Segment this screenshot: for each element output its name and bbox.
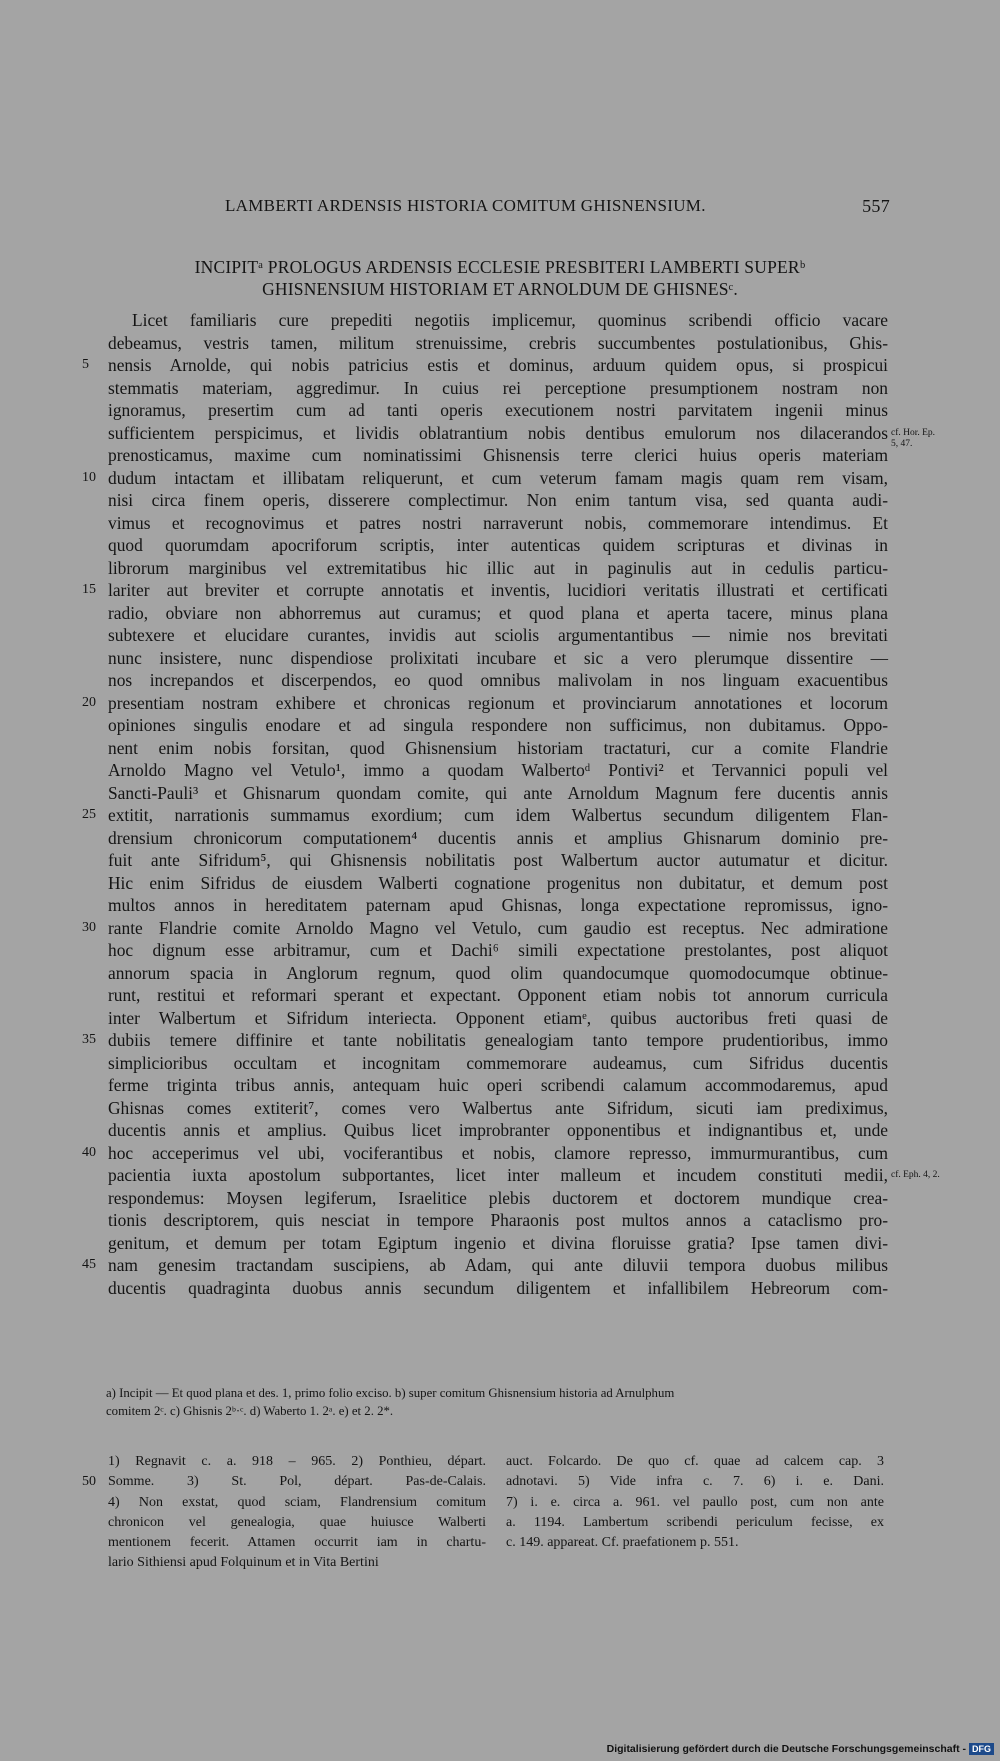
footnotes-right-column: [506, 1452, 884, 1553]
main-text: [108, 309, 888, 1299]
footnote-line: Somme. 3) St. Pol, départ. Pas-de-Calais.: [108, 1474, 486, 1490]
footnote-line: chronicon vel genealogia, quae huiusce Walberti: [108, 1514, 486, 1530]
line-number: 15: [82, 582, 96, 597]
text-line: radio, obviare non abhorremus aut curamus; et quod plana et aperta tacere, minus plana: [108, 602, 888, 623]
text-line: inter Walbertum et Sifridum interiecta. Opponent etiamᵉ, quibus auctoribus freti quasi de: [108, 1007, 888, 1028]
footnotes-left-column: [108, 1452, 486, 1574]
text-line: pacientia iuxta apostolum subportantes, licet inter malleum et incudem constituti medii,: [108, 1165, 888, 1185]
text-line: presentiam nostram exhibere et chronicas regionum et provinciarum annotationes et locorum: [108, 692, 888, 713]
prologue-heading: [110, 256, 890, 300]
page-number: 557: [862, 196, 890, 216]
text-line: sufficientem perspicimus, et lividis oblatrantium nobis dentibus emulorum nos dilacerandos: [108, 422, 888, 443]
text-line: runt, restitui et reformari sperant et expectant. Opponent etiam nobis tot annorum curricula: [108, 985, 888, 1005]
text-line: drensium chronicorum computationem⁴ ducentis annis et amplius Ghisnarum dominio pre-: [108, 827, 888, 848]
footnote-line: c. 149. appareat. Cf. praefationem p. 551.: [506, 1535, 739, 1551]
text-line: librorum marginibus vel extremitatibus hic illic aut in paginulis aut in cedulis particu-: [108, 557, 888, 578]
line-number: 40: [82, 1144, 96, 1160]
text-line: respondemus: Moysen legiferum, Israelitice plebis ductorem et doctorem mundique crea-: [108, 1187, 888, 1208]
text-line: nent enim nobis forsitan, quod Ghisnensium historiam tractaturi, cur a comite Flandrie: [108, 737, 888, 758]
text-line: quod quorumdam apocriforum scriptis, inter autenticas quidem scripturas et divinas in: [108, 535, 888, 555]
text-line: annorum spacia in Anglorum regnum, quod olim quandocumque quomodocumque obtinue-: [108, 962, 888, 983]
text-line: genitum, et demum per totam Egiptum ingenio et divina floruisse gratia? Ipse tamen divi-: [108, 1232, 888, 1253]
margin-reference: cf. Eph. 4, 2.: [891, 1170, 940, 1180]
text-line: ignoramus, presertim cum ad tanti operis executionem nostri parvitatem ingenii minus: [108, 400, 888, 420]
text-line: Sancti-Pauli³ et Ghisnarum quondam comite, qui ante Arnoldum Magnum fere ducentis annis: [108, 782, 888, 803]
text-line: rante Flandrie comite Arnoldo Magno vel Vetulo, cum gaudio est receptus. Nec admiratione: [108, 917, 888, 938]
apparatus-line: a) Incipit — Et quod plana et des. 1, primo folio exciso. b) super comitum Ghisnensium historia ad Arnulphum: [106, 1386, 675, 1400]
text-line: multos annos in hereditatem paternam apud Ghisnas, longa expectatione repromissus, igno-: [108, 895, 888, 915]
text-line: Hic enim Sifridus de eiusdem Walberti cognatione progenitus non dubitatur, et demum post: [108, 872, 888, 893]
text-line: nam genesim tractandam suscipiens, ab Adam, qui ante diluvii tempora duobus milibus: [108, 1255, 888, 1275]
digitization-footer: [607, 1743, 994, 1755]
footnote-line: 4) Non exstat, quod sciam, Flandrensium comitum: [108, 1494, 486, 1510]
text-line: opiniones singulis enodare et ad singula respondere non sufficimus, non dubitamus. Oppo-: [108, 715, 888, 735]
text-line: hoc dignum esse arbitramur, cum et Dachi⁶ simili expectatione prestolantes, post aliquot: [108, 940, 888, 960]
critical-apparatus: [106, 1384, 886, 1420]
text-line: stemmatis materiam, aggredimur. In cuius rei perceptione presumptionem nostram non: [108, 377, 888, 398]
running-head-title: LAMBERTI ARDENSIS HISTORIA COMITUM GHISNENSIUM.: [225, 196, 706, 215]
footnote-line: mentionem fecerit. Attamen occurrit iam in chartu-: [108, 1535, 486, 1551]
text-line: hoc acceperimus vel ubi, vociferantibus et nobis, clamore represso, immurmurantibus, cum: [108, 1142, 888, 1163]
text-line: Licet familiaris cure prepediti negotiis implicemur, quominus scribendi officio vacare: [132, 310, 888, 330]
text-line: extitit, narrationis summamus exordium; cum idem Walbertus secundum diligentem Flan-: [108, 805, 888, 825]
dfg-logo: DFG: [969, 1743, 994, 1755]
line-number: 45: [82, 1257, 96, 1272]
text-line: ducentis annis et amplius. Quibus licet improbranter opponentibus et indignantibus et, unde: [108, 1120, 888, 1140]
text-line: prenosticamus, maxime cum nominatissimi Ghisnensis terre clerici huius operis materiam: [108, 445, 888, 465]
footnote-line: 1) Regnavit c. a. 918 – 965. 2) Ponthieu, départ.: [108, 1454, 486, 1469]
text-line: tionis descriptorem, quis nesciat in tempore Pharaonis post multos annos a cataclismo pro-: [108, 1210, 888, 1230]
text-line: vimus et recognovimus et patres nostri narraverunt nobis, commemorare intendimus. Et: [108, 512, 888, 533]
footnote-line: adnotavi. 5) Vide infra c. 7. 6) i. e. Dani.: [506, 1474, 884, 1490]
text-line: debeamus, vestris tamen, militum strenuissime, crebris succumbentes postulationibus, Ghis-: [108, 332, 888, 353]
text-line: nisi circa finem operis, disserere complectimur. Non enim tantum visa, sed quanta audi-: [108, 490, 888, 510]
text-line: nensis Arnolde, qui nobis patricius estis et dominus, arduum quidem opus, si prospicui: [108, 355, 888, 375]
line-number: 20: [82, 694, 96, 710]
text-line: lariter aut breviter et corrupte annotatis et inventis, lucidiori veritatis illustrati et certificati: [108, 580, 888, 600]
text-line: ferme triginta tribus annis, antequam huic operi scribendi calamum accommodaremus, apud: [108, 1075, 888, 1095]
line-number: 25: [82, 807, 96, 822]
text-line: nos increpandos et discerpendos, eo quod omnibus malivolam in nos linguam exacuentibus: [108, 670, 888, 690]
text-line: Ghisnas comes extiterit⁷, comes vero Walbertus ante Sifridum, sicuti iam prediximus,: [108, 1097, 888, 1118]
text-line: fuit ante Sifridum⁵, qui Ghisnensis nobilitatis post Walbertum auctor autumatur et dicitur.: [108, 850, 888, 870]
footnote-line: auct. Folcardo. De quo cf. quae ad calcem cap. 3: [506, 1454, 884, 1469]
line-number: 5: [82, 357, 89, 372]
text-line: dubiis temere diffinire et tante nobilitatis genealogiam tanto tempore prudentioribus, immo: [108, 1030, 888, 1050]
heading-line-1: INCIPITᵃ PROLOGUS ARDENSIS ECCLESIE PRESBITERI LAMBERTI SUPERᵇ: [194, 257, 806, 277]
apparatus-line: comitem 2ᶜ. c) Ghisnis 2ᵇ·ᶜ. d) Waberto 1. 2ᵃ. e) et 2. 2*.: [106, 1404, 394, 1418]
text-line: simplicioribus occultam et incognitam commemorare audeamus, cum Sifridus ducentis: [108, 1052, 888, 1073]
footnote-line: 7) i. e. circa a. 961. vel paullo post, cum non ante: [506, 1494, 884, 1510]
line-number: 10: [82, 469, 96, 485]
line-number: 35: [82, 1032, 96, 1047]
text-line: nunc insistere, nunc dispendiose prolixitati incubare et sic a vero plerumque dissentire —: [108, 647, 888, 668]
text-line: subtexere et elucidare curantes, invidis aut sciolis argumentantibus — nimie nos brevitati: [108, 625, 888, 645]
heading-line-2: GHISNENSIUM HISTORIAM ET ARNOLDUM DE GHISNESᶜ.: [262, 279, 738, 299]
text-line: dudum intactam et illibatam reliquerunt, et cum veterum famam magis quam rem visam,: [108, 467, 888, 488]
margin-reference: 5, 47.: [891, 438, 913, 449]
line-number: 50: [82, 1474, 96, 1490]
footnote-line: a. 1194. Lambertum scribendi periculum fecisse, ex: [506, 1514, 884, 1530]
line-number: 30: [82, 919, 96, 935]
margin-reference: cf. Hor. Ep.: [891, 427, 936, 438]
text-line: Arnoldo Magno vel Vetulo¹, immo a quodam Walbertoᵈ Pontivi² et Tervannici populi vel: [108, 760, 888, 780]
footnote-line: lario Sithiensi apud Folquinum et in Vita Bertini: [108, 1555, 379, 1571]
footer-text: Digitalisierung gefördert durch die Deutsche Forschungsgemeinschaft -: [606, 1743, 966, 1755]
text-line: ducentis quadraginta duobus annis secundum diligentem et infallibilem Hebreorum com-: [108, 1277, 888, 1298]
